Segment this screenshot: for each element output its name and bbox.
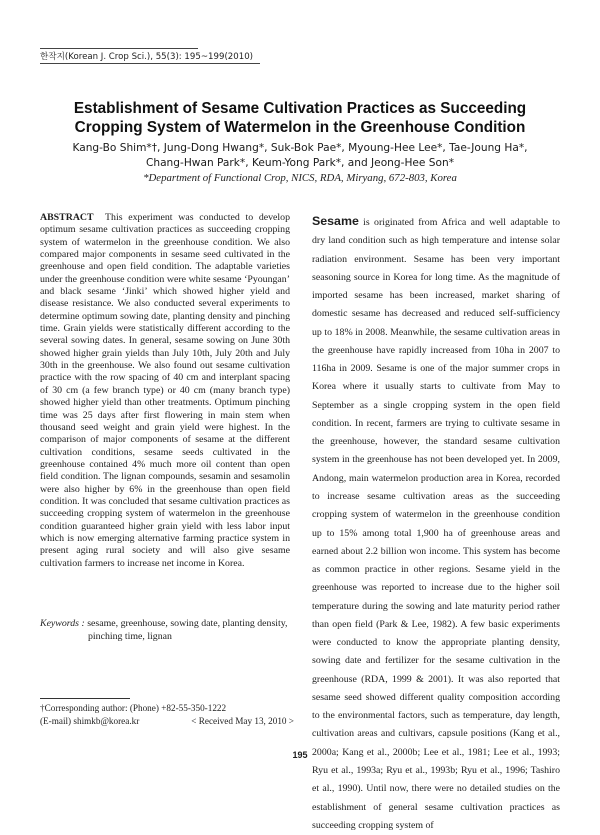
- author-line-2: Chang-Hwan Park*, Keum-Yong Park*, and Jeong-Hee Son*: [145, 157, 455, 169]
- footnote-rule: [40, 698, 130, 699]
- page-number: 195: [292, 750, 308, 760]
- abstract-label: ABSTRACT: [40, 212, 94, 223]
- paper-title: Establishment of Sesame Cultivation Practices as Succeeding Cropping System of Watermelon in the Greenhouse Condition: [73, 100, 527, 136]
- header-rule-top: [40, 48, 198, 49]
- received-date: < Received May 13, 2010 >: [191, 715, 294, 726]
- intro-text: is originated from Africa and well adaptable to dry land condition such as high temperature and intense solar radiation environment. Sesame has been very important seasoning source in Korea for long time. As the magnitude of imported sesame has been increased, market sharing of domestic sesame has decreased and reduced self-sufficiency up to 18% in 2008. Meanwhile, the sesame cultivation areas in the greenhouse have rapidly increased from 10ha in 2007 to 116ha in 2009. Sesame is one of the major summer crops in Korea where it usually starts to cultivate from May to September as a single cropping system in the open field condition. In recent, farmers are trying to cultivate sesame in the greenhouse, however, the standard sesame cultivation system in the greenhouse has not been developed yet. In 2009, Andong, main watermelon production area in Korea, recorded to increase sesame cultivation areas as the succeeding cropping system of watermelon in the greenhouse condition up to 15% among total 1,900 ha of greenhouse areas and earned about 2.2 billion won income. This system has become as common practice in other regions. Sesame yield in the greenhouse was reported to increase due to the higher soil temperature during the sowing and late maturity period rather than open field (Park & Lee, 1982). A few basic experiments were conducted to know the appropriate planting density, sowing date and fertilizer for the sesame cultivation in the greenhouse (RDA, 1999 & 2001). It was also reported that sesame seed showed different quality composition according to the environmental factors, such as temperature, day length, cultivation areas and cultivars, capsule positions (Kang et al., 2000a; Kang et al., 2000b; Lee et al., 1981; Lee et al., 1993; Ryu et al., 1993a; Ryu et al., 1993b; Ryu et al., 1996; Tashiro et al., 1990). Until now, there were no detailed studies on the establishment of general sesame cultivation practices as succeeding cropping system of: [312, 217, 560, 831]
- author-email: (E-mail) shimkb@korea.kr: [40, 715, 140, 726]
- abstract: [40, 212, 290, 570]
- intro-lead-word: Sesame: [312, 214, 359, 228]
- author-list: [40, 141, 560, 171]
- keywords-line-2: pinching time, lignan: [88, 630, 172, 642]
- header-rule-bottom: [40, 63, 260, 64]
- keywords: [40, 618, 292, 643]
- author-line-1: Kang-Bo Shim*†, Jung-Dong Hwang*, Suk-Bok Pae*, Myoung-Hee Lee*, Tae-Joung Ha*,: [72, 142, 528, 154]
- keywords-line-1: sesame, greenhouse, sowing date, planting density,: [87, 618, 288, 629]
- affiliation: *Department of Functional Crop, NICS, RDA, Miryang, 672-803, Korea: [143, 172, 457, 184]
- introduction: [312, 212, 560, 835]
- abstract-text: This experiment was conducted to develop optimum sesame cultivation practices as succeeding cropping system of watermelon in the greenhouse condition. We also compared major components in sesame seed cultivated in the greenhouse and open field condition. The adaptable varieties under the greenhouse condition were white sesame ‘Pyoungan’ and black sesame ‘Jinki’ which showed higher yield and disease resistance. We also conducted several experiments to determine optimum sowing date, planting density and pinching time. Grain yields were statistically different according to the several sowing dates. In general, sesame sowing on June 30th showed higher grain yields than July 10th, July 20th and July 30th in the greenhouse. We also found out sesame cultivation practice with the row spacing of 40 cm and interplant spacing of 30 cm (a few branch type) or 40 cm (many branch type) showed higher yield than other treatments. Optimum pinching time was 25 days after first flowering in main stem when thousand seed weight and grain yield were highest. In the comparison of major components of sesame at the different cultivation conditions, sesame seeds cultivated in the greenhouse contained 4% much more oil content than open field condition. The lignan compounds, sesamin and sesamolin were also higher by 6% in the greenhouse than open field condition. It was concluded that sesame cultivation practices as succeeding cropping system of watermelon in the greenhouse condition guaranteed higher grain yield with less labor input which is now emerging alternative farming practice system in present aging rural society and will also give sesame cultivation farmers to increase net income in Korea.: [40, 212, 290, 569]
- footnote: [40, 702, 294, 727]
- journal-header: 한작지(Korean J. Crop Sci.), 55(3): 195~199(2010): [40, 52, 254, 62]
- corresponding-author: †Corresponding author: (Phone) +82-55-350-1222: [40, 703, 227, 713]
- keywords-label: Keywords :: [40, 618, 85, 629]
